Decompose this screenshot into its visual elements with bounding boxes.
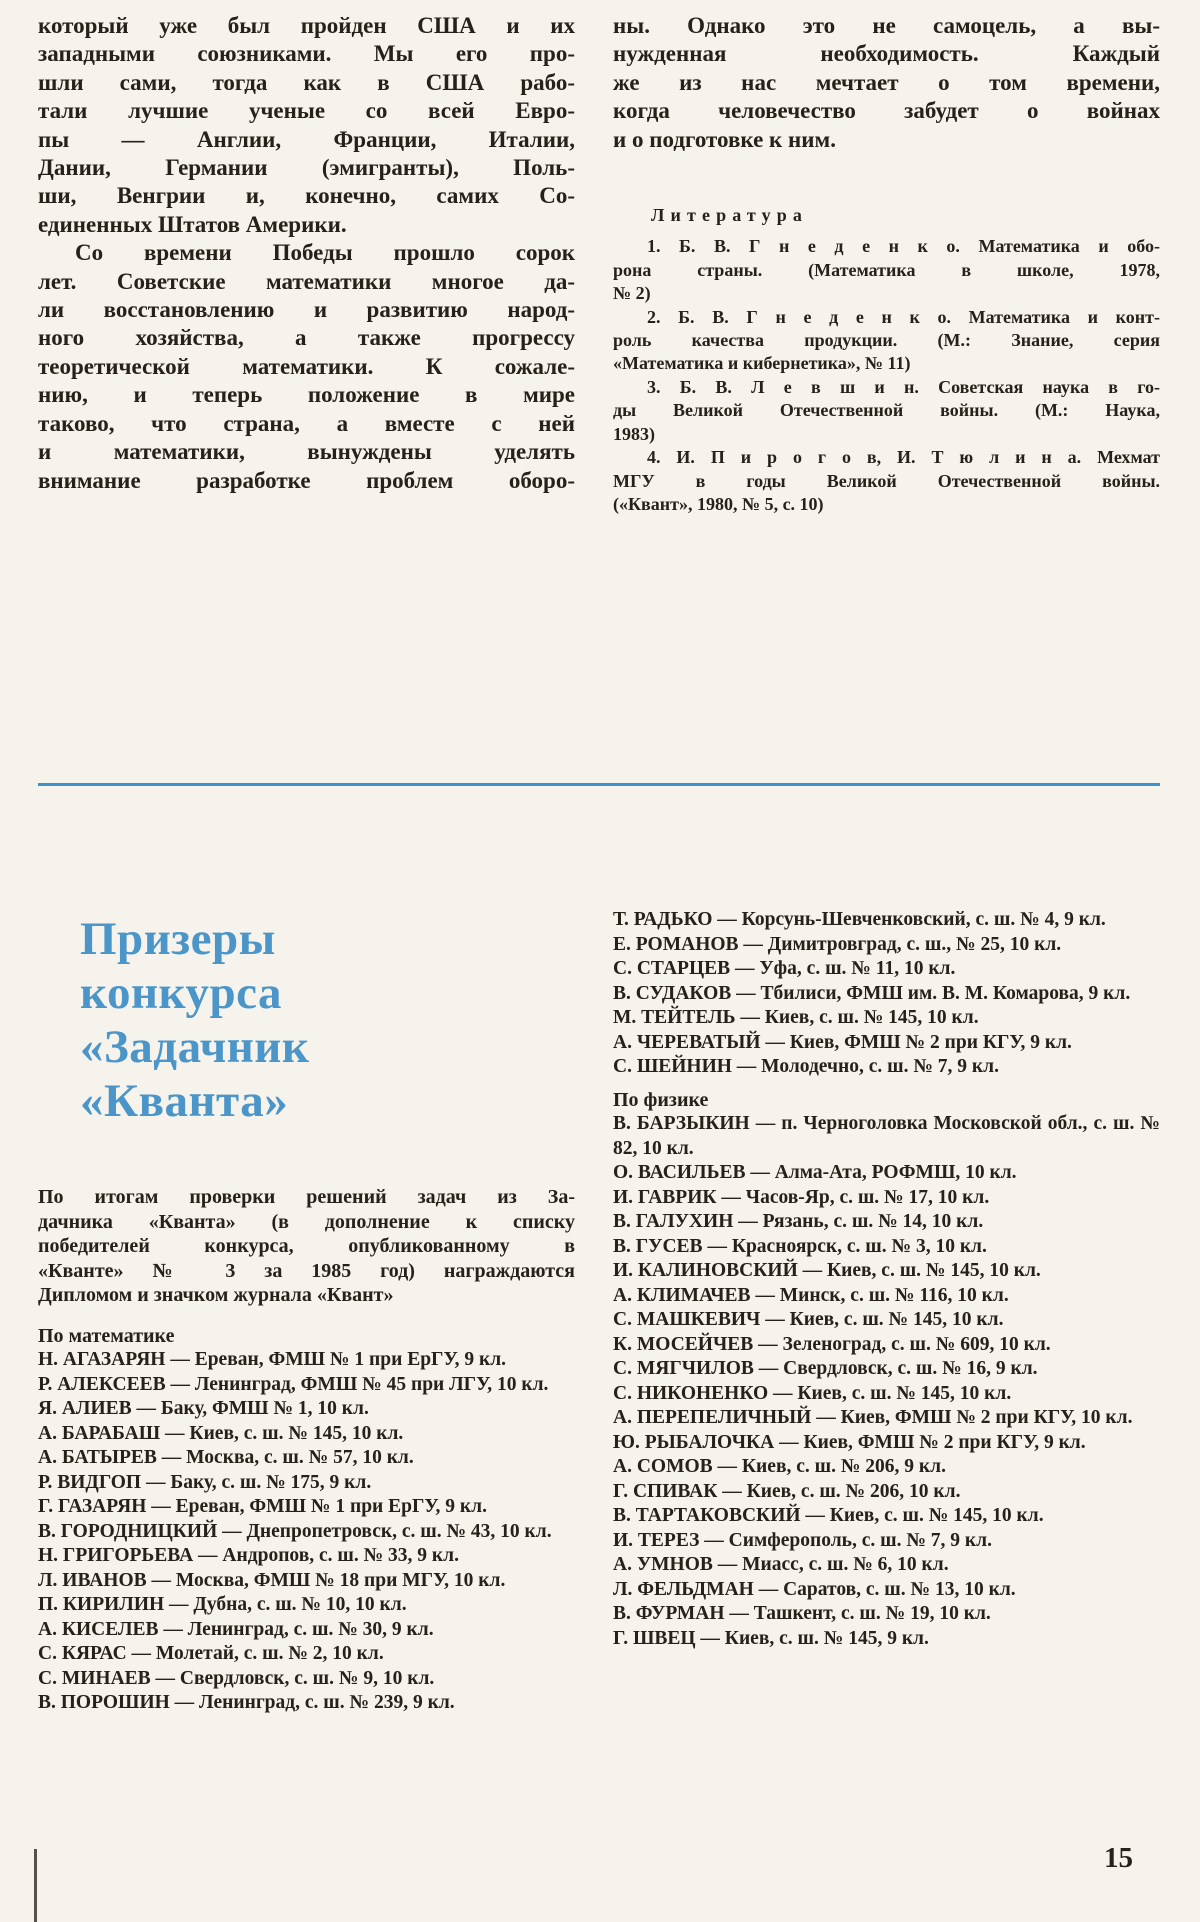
winner-entry: Я. АЛИЕВ — Баку, ФМШ № 1, 10 кл. <box>38 1398 369 1419</box>
winner-entry: В. ТАРТАКОВСКИЙ — Киев, с. ш. № 145, 10 кл. <box>613 1505 1044 1526</box>
literature-line: 4. И. П и р о г о в, И. Т ю л и н а. Мехмат <box>647 447 1160 468</box>
winner-entry: Н. АГАЗАРЯН — Ереван, ФМШ № 1 при ЕрГУ, 9 кл. <box>38 1349 507 1370</box>
page-edge-mark <box>34 1849 37 1922</box>
article-line: пы — Англии, Франции, Италии, <box>38 126 575 152</box>
literature-line: роль качества продукции. (М.: Знание, серия <box>613 330 1160 351</box>
article-line: Со времени Победы прошло сорок <box>75 240 575 266</box>
winner-entry: А. КИСЕЛЕВ — Ленинград, с. ш. № 30, 9 кл. <box>38 1618 434 1640</box>
literature-list <box>613 235 1160 516</box>
literature-line: рона страны. (Математика в школе, 1978, <box>613 259 1160 280</box>
winner-entry: И. КАЛИНОВСКИЙ — Киев, с. ш. № 145, 10 кл. <box>613 1260 1041 1281</box>
prize-title-line: конкурса <box>80 967 283 1019</box>
prize-left-column <box>38 898 575 1716</box>
page-number: 15 <box>1104 1842 1133 1874</box>
math-winners-list-continued <box>613 908 1160 1080</box>
literature-heading: Литература <box>651 205 808 226</box>
winner-entry: В. СУДАКОВ — Тбилиси, ФМШ им. В. М. Комарова, 9 кл. <box>613 982 1131 1004</box>
article-line: теоретической математики. К сожале- <box>38 353 575 379</box>
article-line: внимание разработке проблем оборо- <box>38 467 575 493</box>
article-top <box>38 12 1160 516</box>
literature-line: «Математика и кибернетика», № 11) <box>613 353 911 374</box>
winner-entry: Г. СПИВАК — Киев, с. ш. № 206, 10 кл. <box>613 1480 961 1502</box>
winner-entry: Г. ШВЕЦ — Киев, с. ш. № 145, 9 кл. <box>613 1627 929 1649</box>
winner-entry: А. СОМОВ — Киев, с. ш. № 206, 9 кл. <box>613 1456 946 1477</box>
article-line: же из нас мечтает о том времени, <box>613 69 1160 95</box>
literature-line: ды Великой Отечественной войны. (М.: Наука, <box>613 400 1160 421</box>
article-line: нужденная необходимость. Каждый <box>613 41 1160 67</box>
literature-line: № 2) <box>613 283 651 304</box>
winner-entry: С. МИНАЕВ — Свердловск, с. ш. № 9, 10 кл. <box>38 1667 435 1689</box>
physics-heading: По физике <box>613 1088 709 1111</box>
physics-winners-list <box>613 1112 1160 1651</box>
winner-entry: М. ТЕЙТЕЛЬ — Киев, с. ш. № 145, 10 кл. <box>613 1007 979 1028</box>
prize-intro <box>38 1185 575 1308</box>
article-line: нию, и теперь положение в мире <box>38 382 575 408</box>
winner-entry: И. ГАВРИК — Часов-Яр, с. ш. № 17, 10 кл. <box>613 1186 990 1208</box>
winner-entry: А. ЧЕРЕВАТЫЙ — Киев, ФМШ № 2 при КГУ, 9 кл. <box>613 1031 1072 1053</box>
prize-title-line: Призеры <box>80 913 276 965</box>
article-line: ного хозяйства, а также прогрессу <box>38 325 575 351</box>
winner-entry: В. ПОРОШИН — Ленинград, с. ш. № 239, 9 кл. <box>38 1692 455 1713</box>
prize-title <box>80 912 575 1128</box>
literature-line: МГУ в годы Великой Отечественной войны. <box>613 470 1160 491</box>
literature-section <box>613 204 1160 516</box>
winner-entry: С. СТАРЦЕВ — Уфа, с. ш. № 11, 10 кл. <box>613 958 956 979</box>
article-right-column <box>613 12 1160 516</box>
article-line: шли сами, тогда как в США рабо- <box>38 69 575 95</box>
prize-section <box>38 898 1160 1716</box>
winner-entry: Л. ИВАНОВ — Москва, ФМШ № 18 при МГУ, 10 кл. <box>38 1569 506 1591</box>
winner-entry: В. ФУРМАН — Ташкент, с. ш. № 19, 10 кл. <box>613 1603 991 1624</box>
winner-entry: В. БАРЗЫКИН — п. Черноголовка Московской обл., с. ш. № 82, 10 кл. <box>613 1113 1160 1159</box>
article-line: когда человечество забудет о войнах <box>613 98 1160 124</box>
section-divider-rule <box>38 783 1160 786</box>
winner-entry: К. МОСЕЙЧЕВ — Зеленоград, с. ш. № 609, 10 кл. <box>613 1333 1051 1355</box>
winner-entry: Ю. РЫБАЛОЧКА — Киев, ФМШ № 2 при КГУ, 9 кл. <box>613 1431 1086 1453</box>
winner-entry: С. НИКОНЕНКО — Киев, с. ш. № 145, 10 кл. <box>613 1382 1012 1404</box>
article-line: таково, что страна, а вместе с ней <box>38 410 575 436</box>
winner-entry: С. КЯРАС — Молетай, с. ш. № 2, 10 кл. <box>38 1643 384 1664</box>
literature-line: 3. Б. В. Л е в ш и н. Советская наука в го- <box>647 376 1160 397</box>
article-line: тали лучшие ученые со всей Евро- <box>38 98 575 124</box>
math-heading: По математике <box>38 1324 175 1347</box>
literature-line: 2. Б. В. Г н е д е н к о. Математика и конт- <box>647 306 1160 327</box>
winner-entry: Р. АЛЕКСЕЕВ — Ленинград, ФМШ № 45 при ЛГУ, 10 кл. <box>38 1373 549 1395</box>
winner-entry: А. ПЕРЕПЕЛИЧНЫЙ — Киев, ФМШ № 2 при КГУ, 10 кл. <box>613 1407 1133 1428</box>
winner-entry: С. МЯГЧИЛОВ — Свердловск, с. ш. № 16, 9 кл. <box>613 1358 1038 1379</box>
winner-entry: В. ГУСЕВ — Красноярск, с. ш. № 3, 10 кл. <box>613 1235 987 1257</box>
winner-entry: Л. ФЕЛЬДМАН — Саратов, с. ш. № 13, 10 кл. <box>613 1578 1016 1600</box>
winner-entry: Р. ВИДГОП — Баку, с. ш. № 175, 9 кл. <box>38 1471 372 1493</box>
intro-line: победителей конкурса, опубликованному в <box>38 1235 575 1257</box>
winner-entry: И. ТЕРЕЗ — Симферополь, с. ш. № 7, 9 кл. <box>613 1529 992 1551</box>
winner-entry: С. ШЕЙНИН — Молодечно, с. ш. № 7, 9 кл. <box>613 1056 999 1077</box>
literature-line: 1. Б. В. Г н е д е н к о. Математика и обо- <box>647 236 1160 257</box>
article-line: и математики, вынуждены уделять <box>38 439 575 465</box>
article-line: ли восстановлению и развитию народ- <box>38 297 575 323</box>
winner-entry: Е. РОМАНОВ — Димитровград, с. ш., № 25, 10 кл. <box>613 933 1062 955</box>
winner-entry: С. МАШКЕВИЧ — Киев, с. ш. № 145, 10 кл. <box>613 1309 1004 1330</box>
winner-entry: А. УМНОВ — Миасс, с. ш. № 6, 10 кл. <box>613 1554 949 1575</box>
article-line: западными союзниками. Мы его про- <box>38 41 575 67</box>
winner-entry: В. ГОРОДНИЦКИЙ — Днепропетровск, с. ш. № 43, 10 кл. <box>38 1520 552 1542</box>
winner-entry: Н. ГРИГОРЬЕВА — Андропов, с. ш. № 33, 9 кл. <box>38 1545 459 1566</box>
intro-line: По итогам проверки решений задач из За- <box>38 1186 575 1208</box>
winner-entry: О. ВАСИЛЬЕВ — Алма-Ата, РОФМШ, 10 кл. <box>613 1162 1017 1183</box>
math-winners-list <box>38 1348 575 1716</box>
intro-line: дачника «Кванта» (в дополнение к списку <box>38 1210 575 1233</box>
article-line: и о подготовке к ним. <box>613 126 836 152</box>
prize-right-column <box>613 898 1160 1716</box>
winner-entry: Т. РАДЬКО — Корсунь-Шевченковский, с. ш. № 4, 9 кл. <box>613 909 1106 930</box>
winner-entry: А. БАТЫРЕВ — Москва, с. ш. № 57, 10 кл. <box>38 1447 414 1468</box>
intro-line: «Кванте» № 3 за 1985 год) награждаются <box>38 1259 575 1282</box>
prize-title-line: «Задачник <box>80 1021 310 1073</box>
winner-entry: А. БАРАБАШ — Киев, с. ш. № 145, 10 кл. <box>38 1422 404 1444</box>
literature-line: («Квант», 1980, № 5, с. 10) <box>613 493 824 514</box>
article-line: лет. Советские математики многое да- <box>38 268 575 294</box>
winner-entry: Г. ГАЗАРЯН — Ереван, ФМШ № 1 при ЕрГУ, 9 кл. <box>38 1496 487 1517</box>
article-left-column <box>38 12 575 516</box>
winner-entry: П. КИРИЛИН — Дубна, с. ш. № 10, 10 кл. <box>38 1594 407 1615</box>
article-line: который уже был пройден США и их <box>38 13 575 38</box>
article-line: ши, Венгрии и, конечно, самих Со- <box>38 183 575 209</box>
intro-line: Дипломом и значком журнала «Квант» <box>38 1284 394 1306</box>
winner-entry: А. КЛИМАЧЕВ — Минск, с. ш. № 116, 10 кл. <box>613 1284 1009 1306</box>
literature-line: 1983) <box>613 423 655 444</box>
article-right-text <box>613 12 1160 154</box>
article-line: единенных Штатов Америки. <box>38 211 347 237</box>
article-line: ны. Однако это не самоцель, а вы- <box>613 13 1160 38</box>
article-line: Дании, Германии (эмигранты), Поль- <box>38 155 575 181</box>
prize-title-line: «Кванта» <box>80 1075 289 1127</box>
winner-entry: В. ГАЛУХИН — Рязань, с. ш. № 14, 10 кл. <box>613 1211 984 1232</box>
